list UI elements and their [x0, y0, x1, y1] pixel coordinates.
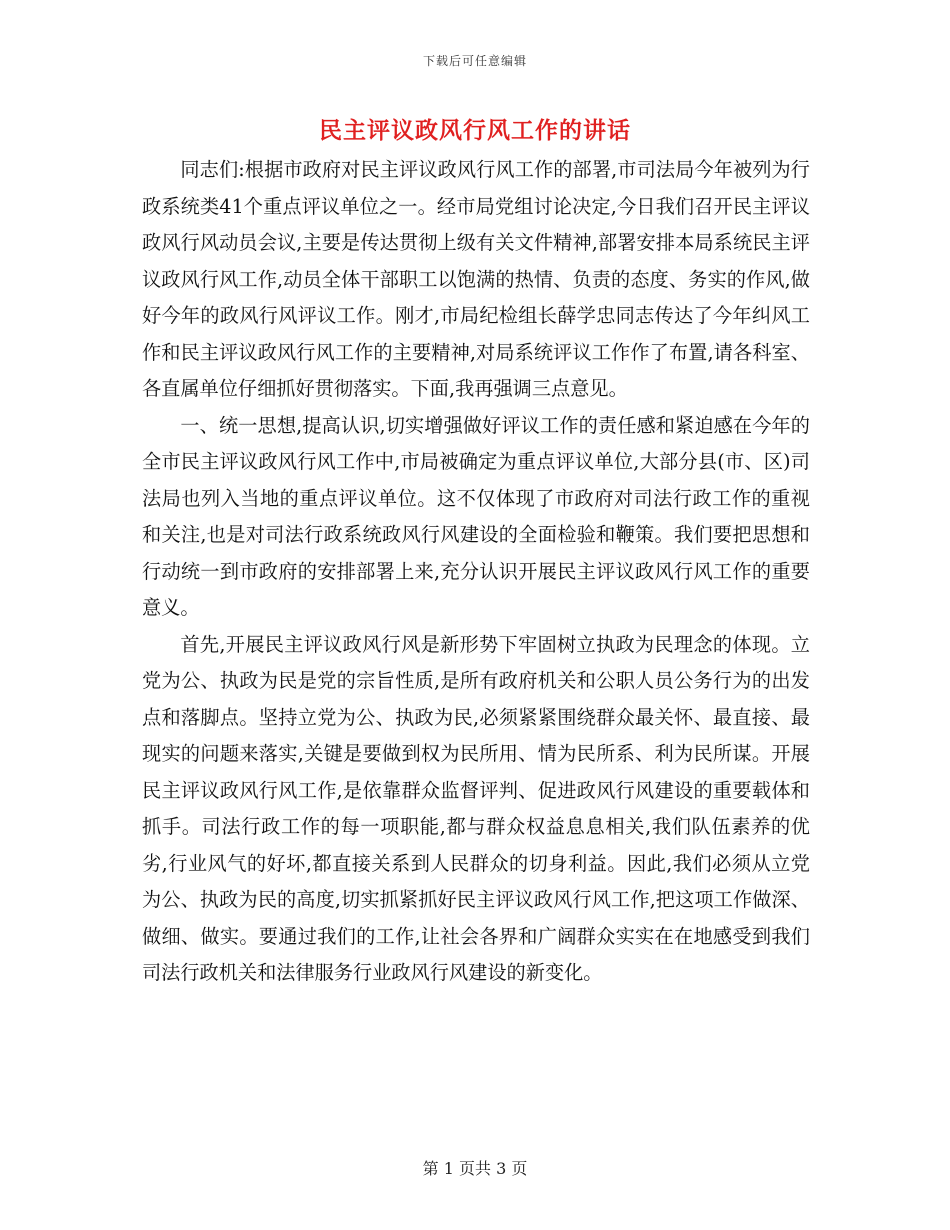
document-body [142, 152, 810, 992]
page-header-note: 下载后可任意编辑 [422, 54, 527, 68]
document-title: 民主评议政风行风工作的讲话 [319, 117, 631, 144]
paragraph-intro: 同志们:根据市政府对民主评议政风行风工作的部署,市司法局今年被列为行政系统类41个重点评议单位之一。经市局党组讨论决定,今日我们召开民主评议政风行风动员会议,主要是传达贯彻上级有关文件精神,部署安排本局系统民主评议政风行风工作,动员全体干部职工以饱满的热情、负责的态度、务实的作风,做好今年的政风行风评议工作。刚才,市局纪检组长薛学忠同志传达了今年纠风工作和民主评议政风行风工作的主要精神,对局系统评议工作作了布置,请各科室、各直属单位仔细抓好贯彻落实。下面,我再强调三点意见。 [142, 158, 810, 400]
paragraph-section-one: 一、统一思想,提高认识,切实增强做好评议工作的责任感和紧迫感在今年的全市民主评议政风行风工作中,市局被确定为重点评议单位,大部分县(市、区)司法局也列入当地的重点评议单位。这不仅体现了市政府对司法行政工作的重视和关注,也是对司法行政系统政风行风建设的全面检验和鞭策。我们要把思想和行动统一到市政府的安排部署上来,充分认识开展民主评议政风行风工作的重要意义。 [142, 413, 810, 619]
paragraph-first-point: 首先,开展民主评议政风行风是新形势下牢固树立执政为民理念的体现。立党为公、执政为民是党的宗旨性质,是所有政府机关和公职人员公务行为的出发点和落脚点。坚持立党为公、执政为民,必须紧紧围绕群众最关怀、最直接、最现实的问题来落实,关键是要做到权为民所用、情为民所系、利为民所谋。开展民主评议政风行风工作,是依靠群众监督评判、促进政风行风建设的重要载体和抓手。司法行政工作的每一项职能,都与群众权益息息相关,我们队伍素养的优劣,行业风气的好坏,都直接关系到人民群众的切身利益。因此,我们必须从立党为公、执政为民的高度,切实抓紧抓好民主评议政风行风工作,把这项工作做深、做细、做实。要通过我们的工作,让社会各界和广阔群众实实在在地感受到我们司法行政机关和法律服务行业政风行风建设的新变化。 [142, 632, 810, 984]
page-number: 第 1 页共 3 页 [422, 1159, 528, 1178]
